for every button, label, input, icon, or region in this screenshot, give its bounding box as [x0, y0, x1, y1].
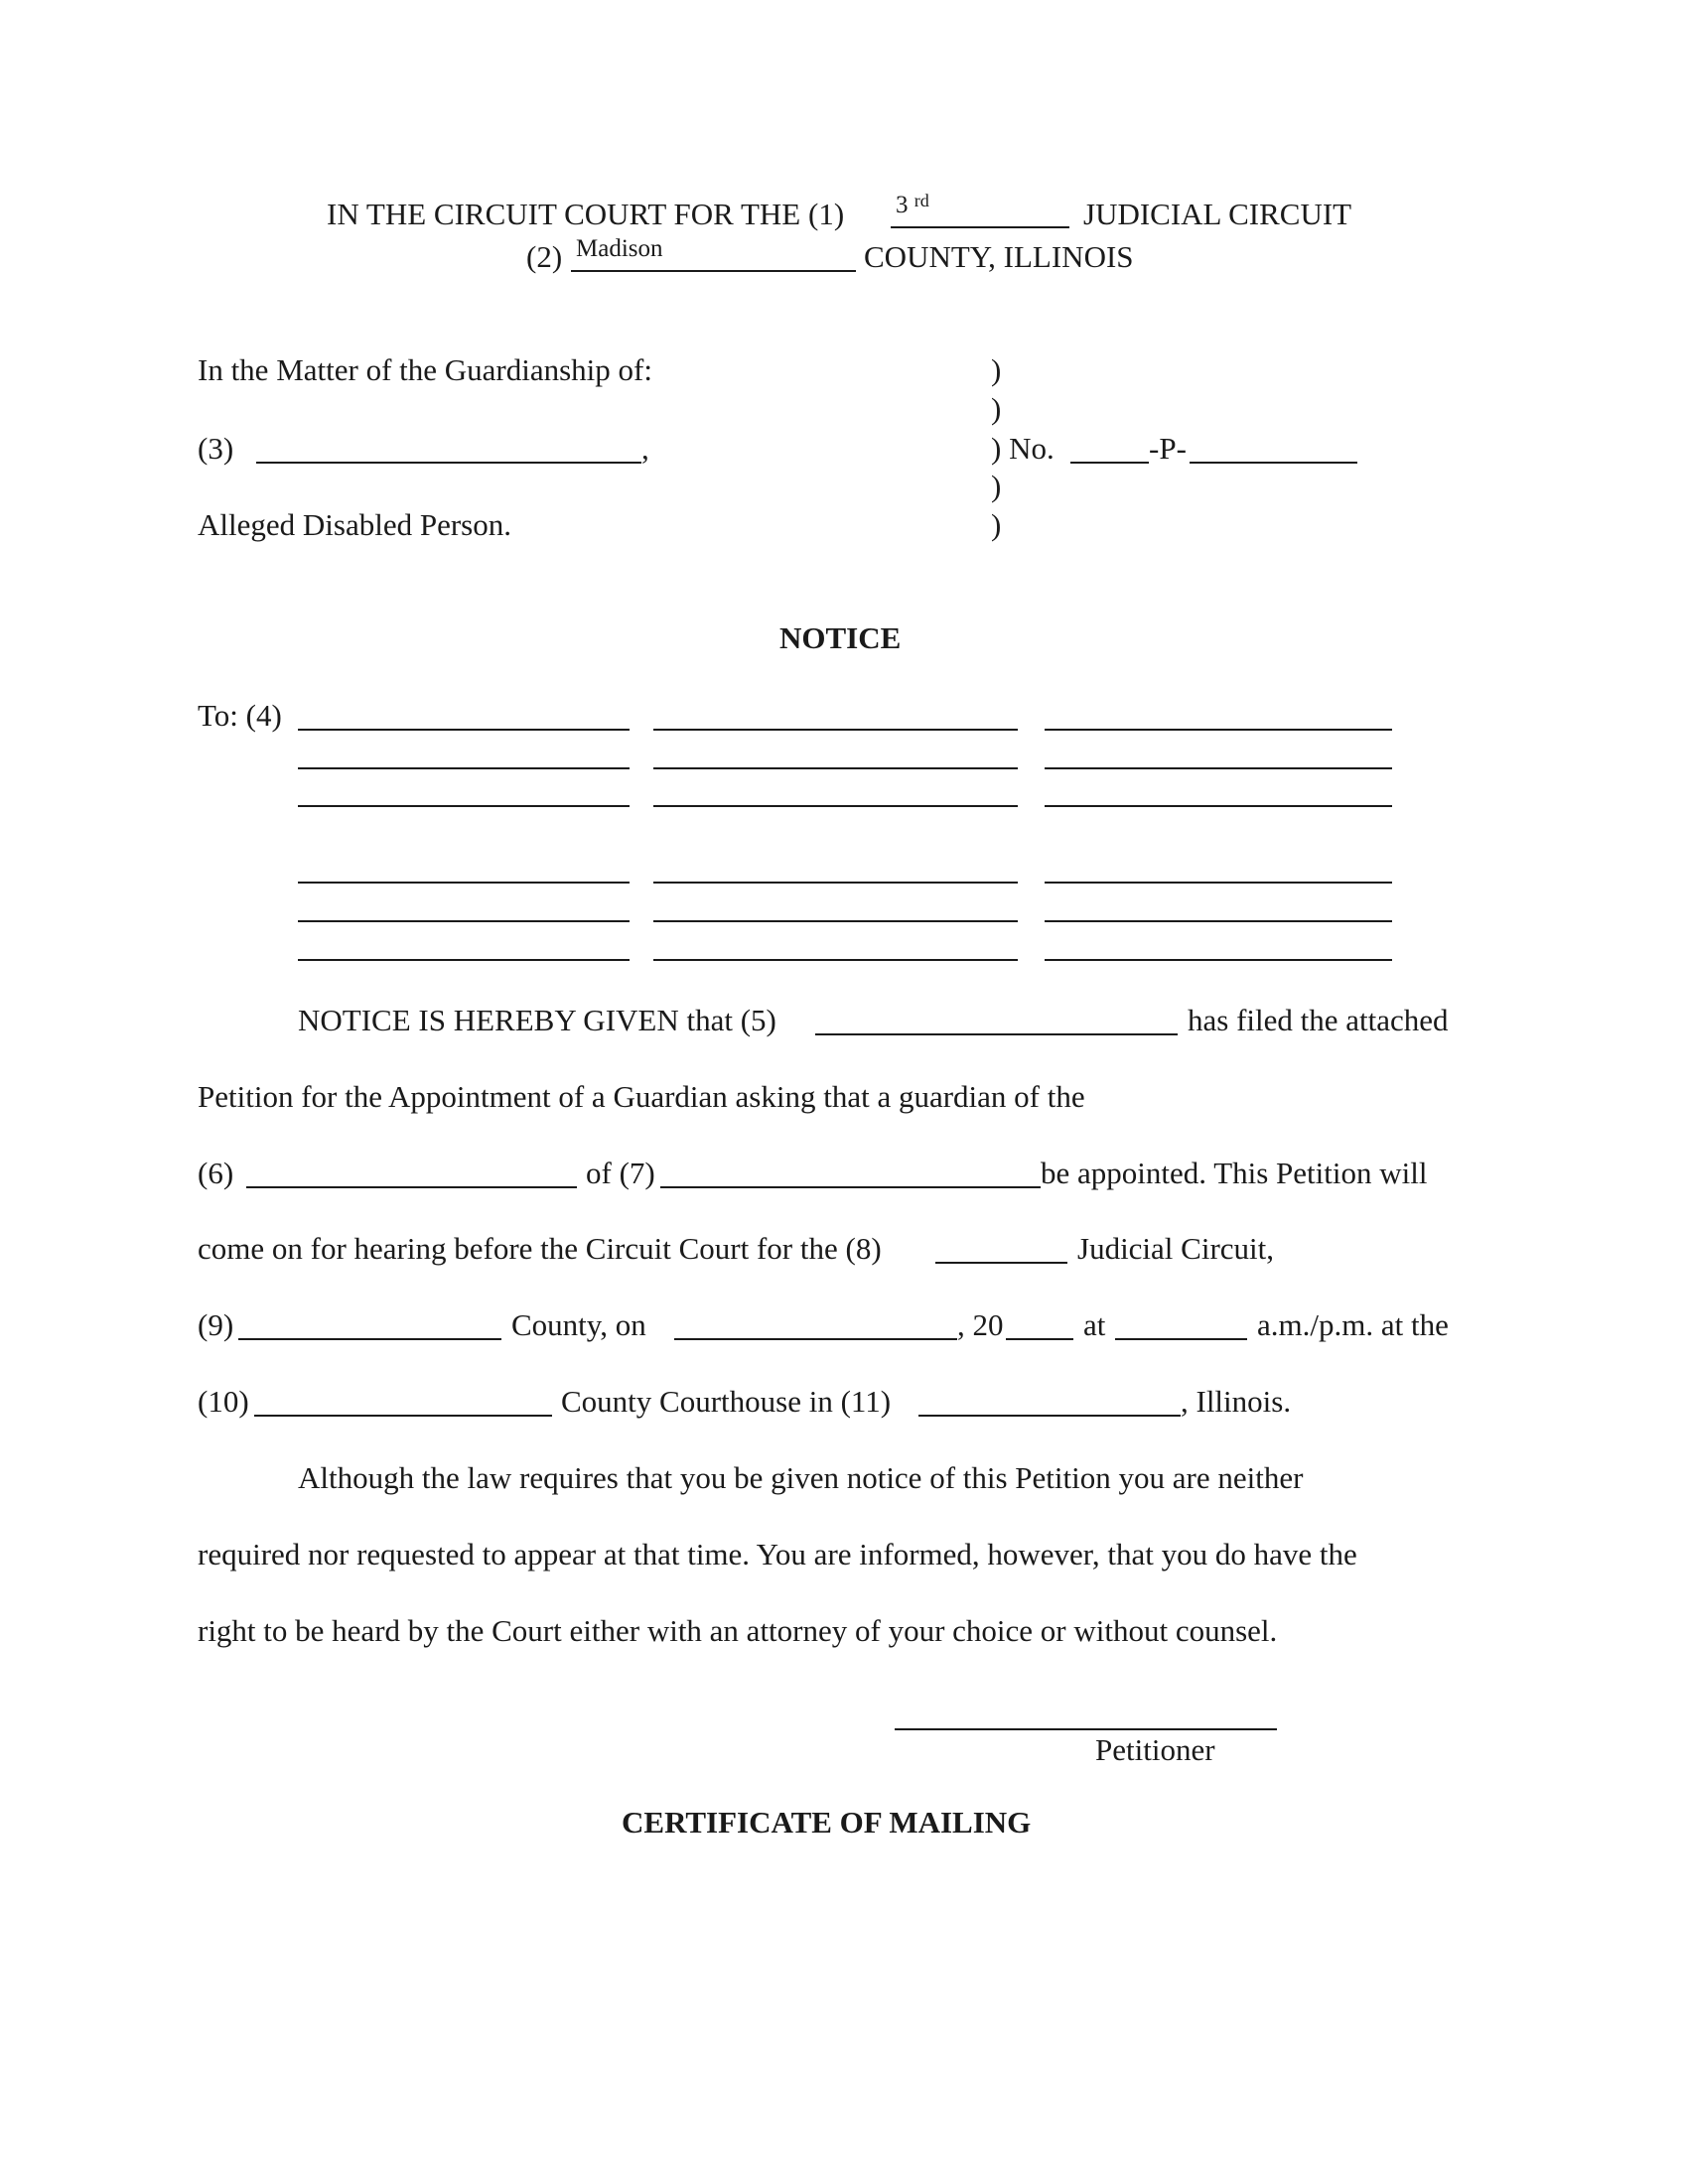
notice-line3-c: be appointed. This Petition will [1041, 1156, 1428, 1190]
county-field[interactable] [571, 270, 856, 272]
recipient-line[interactable] [298, 767, 630, 769]
petitioner-name-field[interactable] [815, 1033, 1178, 1035]
notice-p2-line2: required nor requested to appear at that time. You are informed, however, that you do have the [198, 1537, 1357, 1571]
recipient-line[interactable] [298, 920, 630, 922]
notice-line3-a: (6) [198, 1156, 234, 1190]
ward-field[interactable] [660, 1186, 1041, 1188]
recipient-line[interactable] [298, 959, 630, 961]
recipient-line[interactable] [1045, 729, 1392, 731]
header-line1-suffix: JUDICIAL CIRCUIT [1083, 197, 1352, 231]
caption-matter: In the Matter of the Guardianship of: [198, 352, 652, 387]
header-line2-suffix: COUNTY, ILLINOIS [864, 239, 1134, 274]
recipient-line[interactable] [653, 729, 1018, 731]
notice-p2-line3: right to be heard by the Court either with an attorney of your choice or without counsel. [198, 1613, 1278, 1648]
notice-line4-b: Judicial Circuit, [1077, 1231, 1275, 1266]
caption-name-marker: (3) [198, 431, 234, 466]
caption-comma: , [641, 431, 649, 466]
to-label: To: (4) [198, 698, 282, 733]
notice-line5-b: County, on [511, 1307, 646, 1342]
hearing-year-field[interactable] [1006, 1338, 1073, 1340]
recipient-line[interactable] [653, 767, 1018, 769]
caption-paren: ) [991, 469, 1002, 503]
notice-line1-b: has filed the attached [1188, 1003, 1449, 1037]
courthouse-city-field[interactable] [918, 1415, 1181, 1417]
courthouse-county-field[interactable] [254, 1415, 552, 1417]
recipient-line[interactable] [298, 805, 630, 807]
header-line2-prefix: (2) [526, 239, 563, 274]
case-p: -P- [1149, 431, 1187, 466]
circuit-number-field[interactable] [891, 226, 1069, 228]
caption-paren: ) [991, 352, 1002, 387]
caption-paren: ) [991, 507, 1002, 542]
notice-title: NOTICE [779, 620, 902, 655]
notice-line5-d: at [1083, 1307, 1106, 1342]
hearing-date-field[interactable] [674, 1338, 957, 1340]
notice-line5-a: (9) [198, 1307, 234, 1342]
recipient-line[interactable] [653, 959, 1018, 961]
recipient-line[interactable] [298, 882, 630, 884]
header-line1-prefix: IN THE CIRCUIT COURT FOR THE (1) [327, 197, 845, 231]
recipient-line[interactable] [1045, 767, 1392, 769]
recipient-line[interactable] [1045, 882, 1392, 884]
county-value: Madison [576, 235, 663, 262]
recipient-line[interactable] [1045, 920, 1392, 922]
notice-line6-a: (10) [198, 1384, 249, 1419]
case-number-year-field[interactable] [1070, 462, 1149, 464]
notice-line6-c: , Illinois. [1181, 1384, 1292, 1419]
notice-line5-e: a.m./p.m. at the [1257, 1307, 1449, 1342]
hearing-time-field[interactable] [1115, 1338, 1247, 1340]
notice-line6-b: County Courthouse in (11) [561, 1384, 892, 1419]
notice-line2: Petition for the Appointment of a Guardian asking that a guardian of the [198, 1079, 1085, 1114]
guardian-of-field[interactable] [246, 1186, 577, 1188]
caption-paren: ) [991, 391, 1002, 426]
recipient-line[interactable] [1045, 805, 1392, 807]
circuit-number-value: 3 $^{rd}$ [896, 191, 929, 218]
notice-line3-b: of (7) [586, 1156, 655, 1190]
notice-line4-a: come on for hearing before the Circuit Court for the (8) [198, 1231, 882, 1266]
petitioner-signature-field[interactable] [895, 1728, 1277, 1730]
hearing-county-field[interactable] [238, 1338, 501, 1340]
recipient-line[interactable] [653, 920, 1018, 922]
recipient-line[interactable] [1045, 959, 1392, 961]
notice-line1-a: NOTICE IS HEREBY GIVEN that (5) [298, 1003, 776, 1037]
petitioner-label: Petitioner [1095, 1732, 1215, 1767]
certificate-title: CERTIFICATE OF MAILING [622, 1805, 1032, 1840]
hearing-circuit-field[interactable] [935, 1262, 1067, 1264]
case-number-field[interactable] [1190, 462, 1357, 464]
notice-p2-line1: Although the law requires that you be given notice of this Petition you are neither [298, 1460, 1304, 1495]
caption-paren-no: ) No. [991, 431, 1055, 466]
recipient-line[interactable] [653, 882, 1018, 884]
recipient-line[interactable] [653, 805, 1018, 807]
ward-name-field[interactable] [256, 462, 641, 464]
caption-alleged: Alleged Disabled Person. [198, 507, 511, 542]
notice-line5-c: , 20 [957, 1307, 1004, 1342]
recipient-line[interactable] [298, 729, 630, 731]
